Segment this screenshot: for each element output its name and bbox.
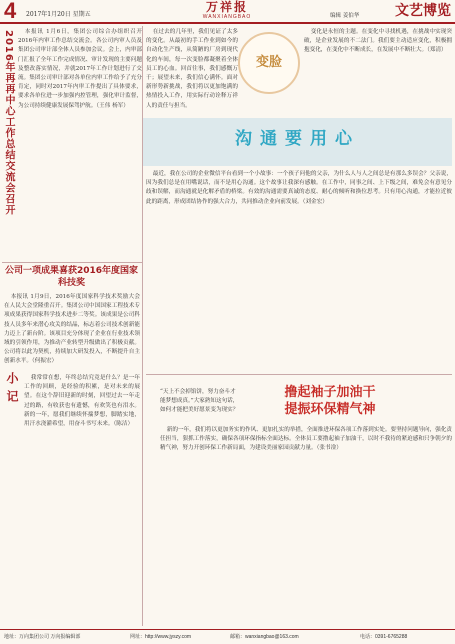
footer-website[interactable]: 网址：http://www.jyszy.com	[130, 634, 192, 640]
footer-phone: 电话：0391-6765288	[360, 634, 408, 640]
article4-body	[146, 170, 452, 370]
footer-address: 地址：万向集团公司 万向报编辑部	[4, 634, 81, 640]
footer-email[interactable]: 邮箱：wanxiangbao@163.com	[230, 634, 299, 640]
divider	[2, 262, 142, 263]
article5-title-line1: 撸起袖子加油干	[284, 385, 376, 400]
article5-title	[270, 384, 390, 418]
article3-left-text: 在过去的几年里，我们见证了太多的变化。从最初的手工作业到如今的自动化生产线，从简陋的厂房到现代化的车间，每一次变脸都凝聚着全体员工的心血。回首往事，我们感慨万千；展望未来，我们信心满怀。面对新形势新挑战，我们将以更加饱满的热情投入工作，用实际行动诠释万祥人的责任与担当。	[146, 29, 238, 109]
masthead	[0, 0, 455, 24]
article2-body	[4, 293, 140, 371]
divider	[146, 374, 452, 375]
article5-intro: “天上不会掉馅饼，努力奋斗才能梦想成真。”大家熟知这句话，如何才能把美好愿景变为现实？	[160, 389, 239, 414]
article2-title: 公司一项成果喜获2016年度国家科技奖	[4, 266, 139, 288]
issue-date: 2017年1月20日 星期五	[26, 11, 91, 18]
article3-right-body	[304, 28, 452, 116]
editor-credit: 编辑 姜伯华	[330, 13, 360, 19]
note-text: 我常常在想，年终总结究竟是什么？是一年工作的回顾，是经验的积累，是对未来的展望。在这个辞旧迎新的时刻，回望过去一年走过的路，有收获也有遗憾，有欢笑也有泪水。新的一年，愿我们继续怀揣梦想，脚踏实地，用汗水浇灌希望，用奋斗书写未来。（陈洁）	[24, 375, 140, 428]
article2-text: 本报讯 1月9日，2016年度国家科学技术奖励大会在人民大会堂隆重召开。集团公司中国国家工程技术专项成果获得国家科学技术进步二等奖。该成果是公司科技人员多年来潜心攻关的结晶，标志着公司技术创新能力迈上了新台阶。该项目充分体现了企业在行业技术领域的引领作用，为推动产业转型升级做出了积极贡献。公司将以此为契机，持续加大研发投入，不断提升自主创新水平。（何振宏）	[4, 294, 140, 365]
note-body	[24, 374, 140, 624]
article3-left-body	[146, 28, 238, 116]
article1-body	[18, 28, 142, 260]
article5-body	[160, 426, 452, 626]
logo-text-cn: 万祥报	[205, 0, 248, 14]
banner-title: 沟通要用心	[235, 129, 360, 149]
newspaper-logo	[180, 1, 274, 20]
column-divider	[142, 26, 143, 626]
article1-text: 本报讯 1月6日，集团公司综合办组织召开2016年内审工作总结交流会。各公司内审人员及集团公司审计部全体人员参加会议。会上，内审部门汇报了全年工作完成情况、审计发现的主要问题及整改落实情况，并就2017年工作计划进行了交流。集团公司审计部对各单位内审工作给予了充分肯定，同时对2017年内审工作提出了具体要求，要求各单位进一步加强内控管理，强化审计监督，为公司持续健康发展保驾护航。（王伟 杨军）	[18, 29, 142, 109]
article1-title: 2016年再再中心工作总结交流会召开	[3, 30, 14, 216]
article5-title-line2: 提振环保精气神	[284, 402, 376, 417]
article3-right-text: 变化是永恒的主题。在变化中寻找机遇，在挑战中实现突破，是企业发展的不二法门。我们要主动适应变化，积极拥抱变化，在变化中不断成长，在发展中不断壮大。（郑清）	[304, 29, 452, 54]
logo-text-en: WANXIANGBAO	[202, 14, 252, 20]
article4-text: 最近，我在公司的企业微信平台看到一个小故事：一个孩子问他的父亲，为什么人与人之间总是有那么多误会？父亲说，因为我们总是在用嘴说话，而不是用心沟通。这个故事让我深有感触。在工作中，同事之间、上下级之间，难免会有意见分歧和误解，而沟通就是化解矛盾的桥梁。有效的沟通需要真诚的态度、耐心的倾听和换位思考。只有用心沟通，才能拉近彼此的距离，形成团结协作的强大合力，共同推动企业向前发展。（刘金宏）	[146, 171, 452, 205]
section-title: 文艺博览	[395, 3, 451, 19]
section-banner	[143, 118, 452, 166]
article3-pull-label: 变脸	[238, 32, 300, 94]
footer	[0, 629, 455, 644]
page-number: 4	[4, 0, 17, 23]
note-title: 小记	[5, 372, 19, 408]
article5-text: 新的一年，我们将以更加务实的作风、更加扎实的举措，全面推进环保各项工作落到实处。要坚持问题导向，强化责任担当，狠抓工作落实，确保各项环保指标全面达标。全体员工要撸起袖子加油干，以时不我待的紧迫感和只争朝夕的精气神，努力开创环保工作新局面，为建设美丽家园贡献力量。（张书淦）	[160, 427, 452, 452]
